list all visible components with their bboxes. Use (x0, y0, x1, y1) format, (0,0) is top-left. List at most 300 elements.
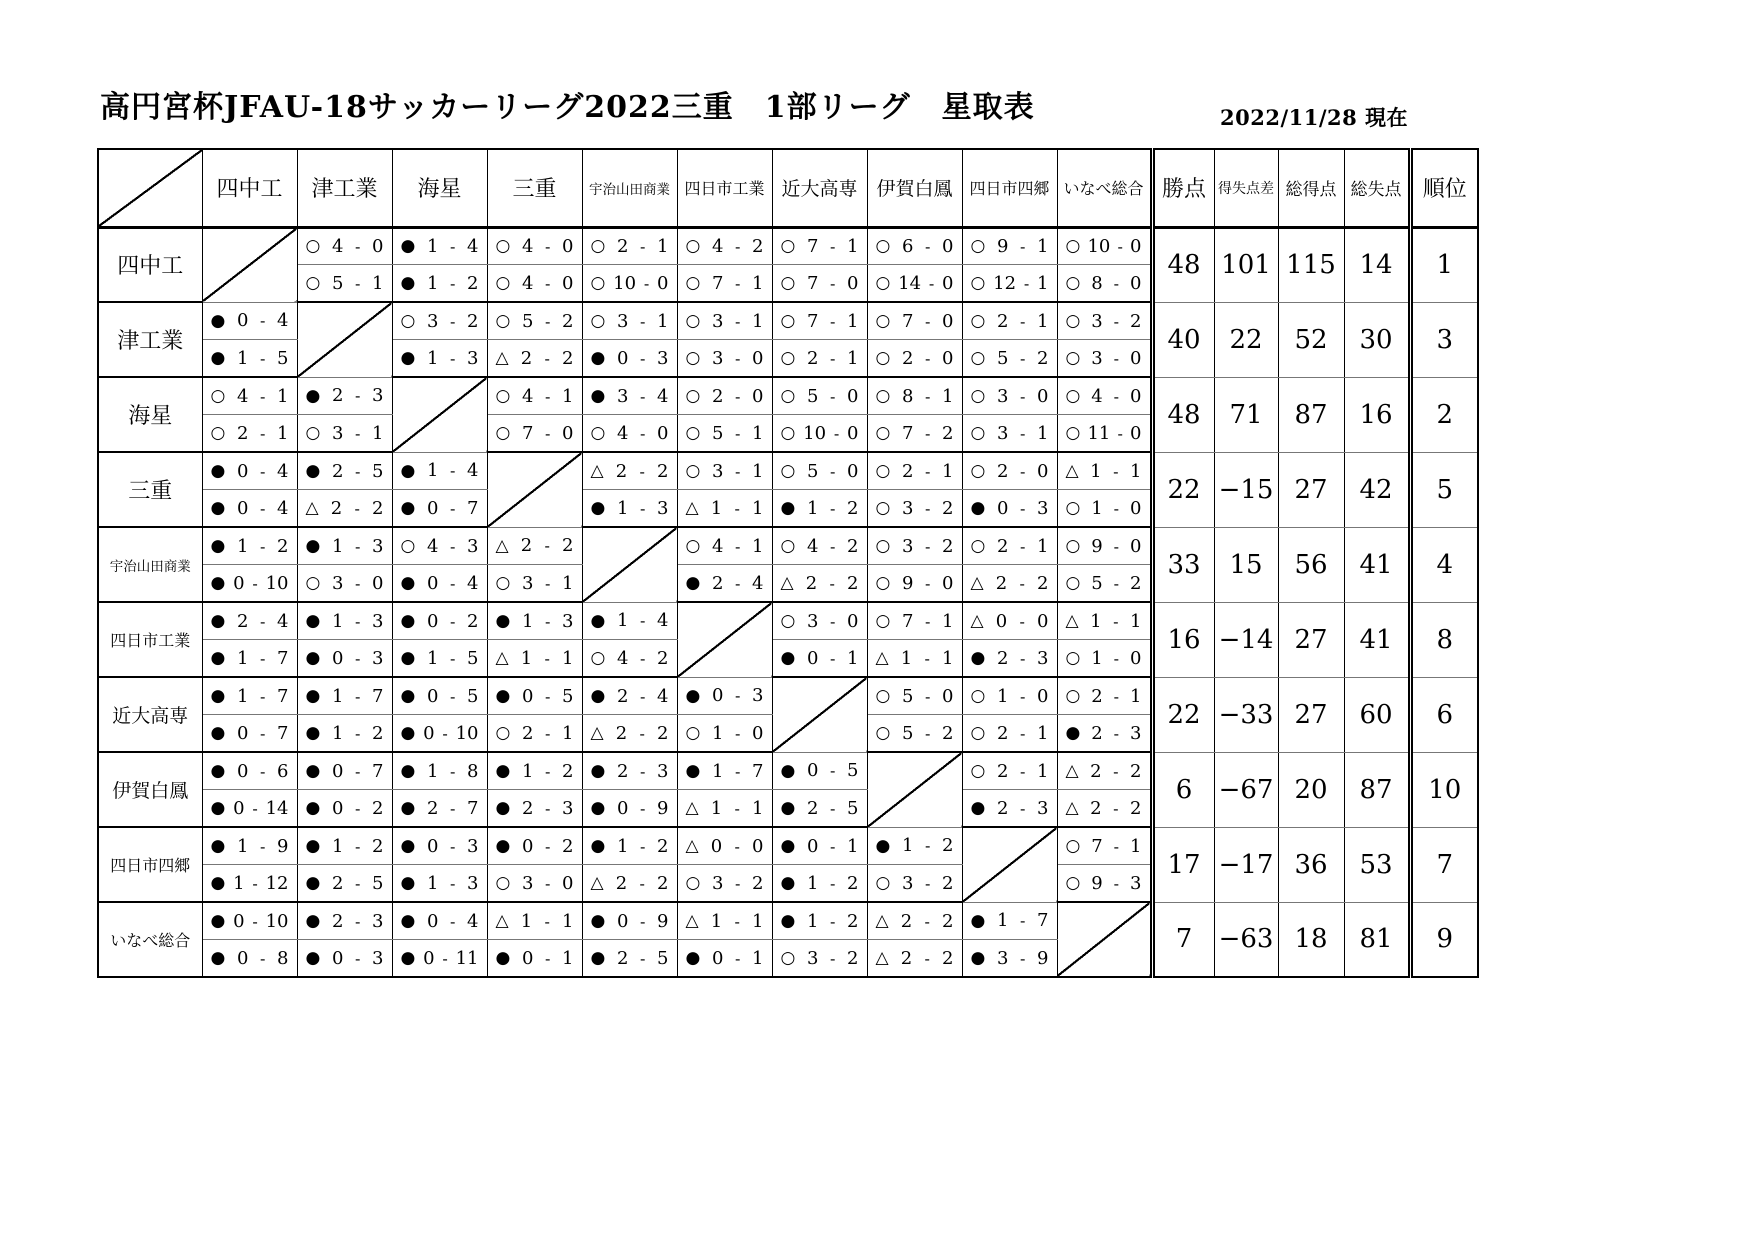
score-against: 2 (657, 872, 669, 894)
result-cell (677, 902, 772, 940)
result-cell (772, 490, 867, 528)
result-mark: ○ (875, 873, 891, 893)
result-cell (392, 902, 487, 940)
score-for: 2 (331, 460, 344, 482)
self-diagonal-cell (582, 527, 677, 602)
score-for: 2 (996, 797, 1009, 819)
result-cell (487, 790, 582, 828)
result-mark: ● (1065, 723, 1081, 743)
score-dash: - (734, 911, 740, 931)
result-cell (1057, 790, 1152, 828)
score-for: 1 (711, 760, 724, 782)
score-against: 2 (372, 722, 384, 744)
rank-value: 4 (1410, 527, 1478, 602)
result-cell (202, 640, 297, 678)
result-cell (677, 490, 772, 528)
result-mark: ○ (685, 423, 701, 443)
result-mark: ○ (305, 573, 321, 593)
result-content (583, 798, 677, 819)
score-against: 1 (1130, 610, 1142, 632)
score-for: 2 (521, 797, 534, 819)
score-for: 1 (806, 910, 819, 932)
goals-against-value: 87 (1344, 752, 1410, 827)
score-against: 7 (467, 797, 479, 819)
score-dash: - (544, 648, 550, 668)
score-dash: - (924, 911, 930, 931)
result-content (1058, 873, 1150, 894)
result-content (488, 948, 582, 969)
result-content (773, 836, 867, 857)
score-for: 2 (616, 760, 629, 782)
score-for: 0 (331, 797, 344, 819)
score-for: 4 (806, 535, 819, 557)
score-dash: - (355, 386, 361, 406)
score-against: 2 (562, 835, 574, 857)
score-for: 0 (426, 910, 439, 932)
score-dash: - (260, 611, 266, 631)
score-dash: - (925, 423, 931, 443)
score-dash: - (355, 911, 361, 931)
result-content (678, 873, 772, 894)
score-dash: - (545, 236, 551, 256)
score-for: 3 (711, 347, 724, 369)
score-against: 7 (277, 722, 289, 744)
result-content (393, 873, 487, 894)
score-for: 7 (806, 272, 819, 294)
goals-against-value: 81 (1344, 902, 1410, 977)
score-against: 0 (942, 347, 954, 369)
goals-for-value: 18 (1278, 902, 1344, 977)
score-dash: - (1113, 611, 1119, 631)
result-mark: ○ (780, 948, 796, 968)
result-mark: ○ (685, 273, 701, 293)
result-cell (1057, 490, 1152, 528)
score-dash: - (1019, 611, 1025, 631)
result-cell (392, 940, 487, 978)
result-mark: △ (970, 611, 984, 631)
result-mark: ● (210, 536, 226, 556)
score-for: 0 (616, 347, 629, 369)
result-cell (772, 602, 867, 640)
result-mark: △ (875, 948, 889, 968)
result-cell (297, 827, 392, 865)
score-dash: - (925, 686, 931, 706)
score-against: 2 (1130, 310, 1142, 332)
score-dash: - (640, 798, 646, 818)
goals-against-value: 16 (1344, 377, 1410, 452)
result-mark: ○ (875, 461, 891, 481)
score-dash: - (260, 648, 266, 668)
result-cell (392, 752, 487, 790)
score-for: 0 (423, 722, 435, 744)
score-against: 2 (372, 497, 384, 519)
result-cell (487, 565, 582, 603)
score-dash: - (1020, 386, 1026, 406)
result-content (393, 798, 487, 819)
opponent-header: 四日市工業 (677, 149, 772, 227)
score-dash: - (640, 423, 646, 443)
result-content (203, 798, 297, 819)
result-cell (867, 640, 962, 678)
result-content (1058, 536, 1150, 557)
result-content (393, 948, 487, 969)
result-content (1058, 461, 1150, 482)
score-for: 3 (996, 947, 1009, 969)
result-mark: ● (305, 836, 321, 856)
result-cell (677, 865, 772, 903)
score-against: 2 (372, 797, 384, 819)
score-against: 1 (752, 310, 764, 332)
score-against: 1 (942, 610, 954, 632)
score-against: 5 (562, 685, 574, 707)
result-content (583, 386, 677, 407)
result-cell (1057, 715, 1152, 753)
score-for: 2 (1091, 685, 1103, 707)
points-value: 22 (1152, 452, 1214, 527)
score-dash: - (640, 911, 646, 931)
result-cell (867, 415, 962, 453)
result-mark: ○ (875, 311, 891, 331)
score-against: 1 (752, 947, 764, 969)
score-for: 0 (331, 760, 344, 782)
score-against: 0 (942, 272, 954, 294)
result-cell (962, 640, 1057, 678)
result-content (868, 686, 962, 707)
result-mark: ● (305, 385, 321, 406)
result-cell (392, 827, 487, 865)
result-mark: △ (1065, 611, 1079, 631)
score-dash: - (355, 836, 361, 856)
score-for: 0 (236, 760, 249, 782)
result-cell (297, 452, 392, 490)
score-dash: - (355, 798, 361, 818)
score-dash: - (640, 686, 646, 706)
score-for: 3 (711, 872, 724, 894)
result-mark: ● (210, 723, 226, 743)
score-dash: - (830, 536, 836, 556)
result-cell (962, 602, 1057, 640)
score-for: 1 (426, 347, 439, 369)
result-cell (867, 565, 962, 603)
result-cell (962, 265, 1057, 303)
score-against: 2 (562, 760, 574, 782)
result-mark: △ (875, 648, 889, 668)
score-against: 5 (467, 685, 479, 707)
score-against: 0 (1130, 347, 1142, 369)
team-name: 宇治山田商業 (98, 527, 202, 602)
result-content (583, 873, 677, 894)
score-dash: - (925, 873, 931, 893)
score-against: 2 (657, 647, 669, 669)
score-for: 1 (426, 272, 439, 294)
score-dash: - (830, 798, 836, 818)
goals-against-value: 41 (1344, 602, 1410, 677)
result-content (1058, 273, 1150, 294)
result-mark: ● (210, 911, 226, 931)
score-for: 2 (711, 385, 724, 407)
result-cell (582, 640, 677, 678)
result-cell (202, 827, 297, 865)
score-for: 3 (901, 497, 914, 519)
result-mark: ● (305, 798, 321, 818)
goal-diff-value: −14 (1214, 602, 1278, 677)
score-against: 3 (1037, 797, 1049, 819)
result-mark: ● (400, 761, 416, 781)
score-dash: - (252, 873, 258, 893)
score-against: 2 (277, 535, 289, 557)
points-value: 6 (1152, 752, 1214, 827)
score-against: 2 (562, 310, 574, 332)
goals-against-value: 30 (1344, 302, 1410, 377)
score-dash: - (545, 611, 551, 631)
score-for: 8 (1091, 272, 1103, 294)
result-content (963, 536, 1057, 557)
result-mark: ● (400, 723, 416, 743)
result-content (298, 798, 392, 819)
result-content (678, 461, 772, 482)
rank-value: 9 (1410, 902, 1478, 977)
result-content (203, 348, 297, 369)
score-for: 0 (426, 610, 439, 632)
result-content (1058, 686, 1150, 707)
score-dash: - (450, 273, 456, 293)
team-name: 海星 (98, 377, 202, 452)
result-content (488, 911, 582, 932)
result-content (868, 348, 962, 369)
score-dash: - (1113, 311, 1120, 331)
result-cell (487, 677, 582, 715)
score-for: 4 (521, 385, 534, 407)
score-for: 1 (426, 872, 439, 894)
result-mark: ● (305, 761, 321, 781)
team-row (98, 677, 1478, 715)
score-for: 2 (615, 460, 628, 482)
score-for: 7 (806, 310, 819, 332)
result-mark: ○ (970, 686, 986, 706)
score-for: 1 (616, 610, 629, 632)
score-against: 0 (562, 235, 574, 257)
score-for: 2 (236, 422, 249, 444)
result-cell (202, 452, 297, 490)
result-mark: ○ (970, 273, 986, 293)
result-cell (392, 715, 487, 753)
score-against: 9 (277, 835, 289, 857)
result-cell (962, 377, 1057, 415)
result-mark: ● (400, 911, 416, 931)
result-mark: ○ (685, 873, 701, 893)
result-content (773, 311, 867, 332)
result-content (298, 648, 392, 669)
score-against: 2 (847, 535, 859, 557)
result-content (488, 873, 582, 894)
score-against: 3 (1037, 647, 1049, 669)
score-dash: - (1113, 648, 1120, 668)
result-content (678, 948, 772, 969)
score-against: 7 (467, 497, 479, 519)
result-cell (392, 640, 487, 678)
result-cell (297, 415, 392, 453)
score-dash: - (450, 348, 456, 368)
result-mark: ○ (780, 348, 796, 368)
result-content (678, 798, 772, 819)
result-mark: ● (780, 760, 796, 781)
score-dash: - (1113, 461, 1119, 481)
result-cell (1057, 227, 1152, 265)
score-dash: - (260, 723, 266, 743)
result-content (298, 236, 392, 257)
score-dash: - (1020, 498, 1026, 518)
score-for: 2 (616, 685, 629, 707)
score-dash: - (1020, 348, 1026, 368)
goal-diff-value: 22 (1214, 302, 1278, 377)
result-content (203, 573, 297, 594)
result-content (488, 611, 582, 632)
result-cell (392, 865, 487, 903)
result-cell (582, 340, 677, 378)
score-dash: - (639, 461, 645, 481)
score-dash: - (925, 311, 931, 331)
result-cell (772, 827, 867, 865)
league-results-table (97, 148, 1479, 978)
result-cell (202, 415, 297, 453)
score-against: 1 (277, 422, 289, 444)
result-content (678, 386, 772, 407)
score-dash: - (450, 761, 456, 781)
result-cell (487, 640, 582, 678)
score-dash: - (260, 536, 266, 556)
score-dash: - (1020, 798, 1026, 818)
score-for: 4 (236, 385, 249, 407)
goals-for-value: 115 (1278, 227, 1344, 302)
score-dash: - (355, 273, 361, 293)
result-cell (867, 302, 962, 340)
score-for: 1 (710, 910, 723, 932)
result-mark: ○ (400, 311, 416, 331)
result-cell (677, 527, 772, 565)
result-content (583, 761, 677, 782)
result-cell (582, 377, 677, 415)
score-against: 1 (942, 385, 954, 407)
rank-value: 10 (1410, 752, 1478, 827)
result-cell (202, 377, 297, 415)
result-content (488, 386, 582, 407)
result-cell (582, 452, 677, 490)
result-cell (487, 302, 582, 340)
result-content (298, 498, 392, 519)
opponent-header: 三重 (487, 149, 582, 227)
team-name: 津工業 (98, 302, 202, 377)
score-for: 2 (615, 722, 628, 744)
score-for: 4 (426, 535, 439, 557)
score-dash: - (925, 348, 931, 368)
score-for: 0 (236, 722, 249, 744)
result-mark: ○ (780, 536, 796, 556)
score-for: 3 (331, 422, 344, 444)
result-mark: ● (305, 948, 321, 968)
result-mark: ● (685, 685, 701, 706)
result-cell (677, 940, 772, 978)
score-for: 0 (521, 835, 534, 857)
goals-for-value: 56 (1278, 527, 1344, 602)
score-against: 3 (467, 835, 479, 857)
score-dash: - (545, 761, 551, 781)
score-dash: - (640, 761, 646, 781)
score-against: 1 (372, 422, 384, 444)
result-content (868, 311, 962, 332)
score-dash: - (355, 536, 361, 556)
score-dash: - (544, 348, 550, 368)
result-mark: ○ (685, 536, 701, 556)
score-against: 3 (467, 347, 479, 369)
result-cell (487, 940, 582, 978)
result-cell (962, 902, 1057, 940)
result-mark: ○ (875, 686, 891, 706)
result-cell (772, 340, 867, 378)
score-against: 3 (1130, 722, 1142, 744)
score-dash: - (830, 348, 836, 368)
rank-value: 8 (1410, 602, 1478, 677)
score-for: 1 (1091, 647, 1103, 669)
score-against: 2 (942, 422, 954, 444)
result-mark: ○ (210, 386, 226, 406)
score-dash: - (735, 723, 741, 743)
score-for: 5 (331, 272, 344, 294)
score-dash: - (354, 498, 360, 518)
result-mark: ● (400, 236, 416, 257)
score-against: 5 (847, 797, 859, 819)
score-for: 2 (806, 347, 819, 369)
score-for: 0 (233, 797, 245, 819)
result-content (963, 236, 1057, 257)
result-cell (1057, 565, 1152, 603)
score-dash: - (640, 611, 646, 631)
score-for: 0 (806, 835, 819, 857)
result-cell (392, 340, 487, 378)
score-against: 1 (847, 347, 859, 369)
result-cell (772, 790, 867, 828)
score-against: 1 (1037, 422, 1049, 444)
goals-against-value: 41 (1344, 527, 1410, 602)
result-mark: ○ (1065, 273, 1081, 293)
score-against: 1 (752, 422, 764, 444)
score-dash: - (734, 798, 740, 818)
result-content (393, 648, 487, 669)
result-mark: ● (590, 836, 606, 856)
score-dash: - (1113, 723, 1120, 743)
result-mark: ● (590, 610, 606, 631)
score-dash: - (830, 873, 836, 893)
result-cell (582, 940, 677, 978)
score-against: 2 (942, 835, 954, 857)
result-content (583, 423, 677, 444)
score-dash: - (925, 236, 931, 256)
score-against: 1 (1037, 535, 1049, 557)
score-for: 1 (331, 610, 344, 632)
points-value: 33 (1152, 527, 1214, 602)
score-for: 2 (996, 760, 1009, 782)
score-dash: - (260, 311, 266, 331)
score-against: 3 (467, 872, 479, 894)
result-cell (772, 377, 867, 415)
result-content (773, 873, 867, 894)
team-name: 近大高専 (98, 677, 202, 752)
score-dash: - (1020, 761, 1026, 781)
score-against: 2 (467, 610, 479, 632)
result-mark: ○ (1065, 386, 1081, 406)
score-for: 0 (616, 910, 629, 932)
score-for: 1 (331, 835, 344, 857)
score-dash: - (830, 236, 836, 256)
